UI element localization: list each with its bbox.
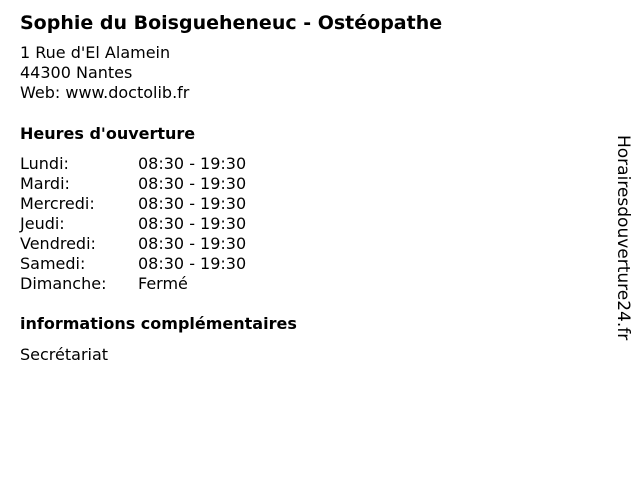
day-label: Jeudi: [20,214,65,233]
hours-row-monday [20,154,246,174]
hours-row-saturday [20,254,246,274]
address-city: 44300 Nantes [20,63,133,82]
opening-hours-heading: Heures d'ouverture [20,124,196,143]
time-range: 08:30 - 19:30 [138,254,247,273]
day-label: Mardi: [20,174,70,193]
hours-row-friday [20,234,246,254]
time-range: 08:30 - 19:30 [138,154,247,173]
additional-info-text: Secrétariat [20,345,109,364]
day-label: Lundi: [20,154,69,173]
hours-row-thursday [20,214,246,234]
watermark-text: Horairesdouverture24.fr [613,135,633,341]
site-watermark [608,135,638,345]
additional-info-heading: informations complémentaires [20,314,297,333]
time-range: 08:30 - 19:30 [138,174,247,193]
day-label: Mercredi: [20,194,95,213]
time-range: Fermé [138,274,188,293]
website-line: Web: www.doctolib.fr [20,83,190,102]
business-address [20,43,189,103]
hours-row-tuesday [20,174,246,194]
day-label: Dimanche: [20,274,107,293]
hours-row-wednesday [20,194,246,214]
time-range: 08:30 - 19:30 [138,214,247,233]
opening-hours-table [20,154,246,294]
address-street: 1 Rue d'El Alamein [20,43,171,62]
day-label: Samedi: [20,254,86,273]
business-title: Sophie du Boisgueheneuc - Ostéopathe [20,12,443,34]
hours-row-sunday [20,274,246,294]
time-range: 08:30 - 19:30 [138,194,247,213]
day-label: Vendredi: [20,234,96,253]
time-range: 08:30 - 19:30 [138,234,247,253]
